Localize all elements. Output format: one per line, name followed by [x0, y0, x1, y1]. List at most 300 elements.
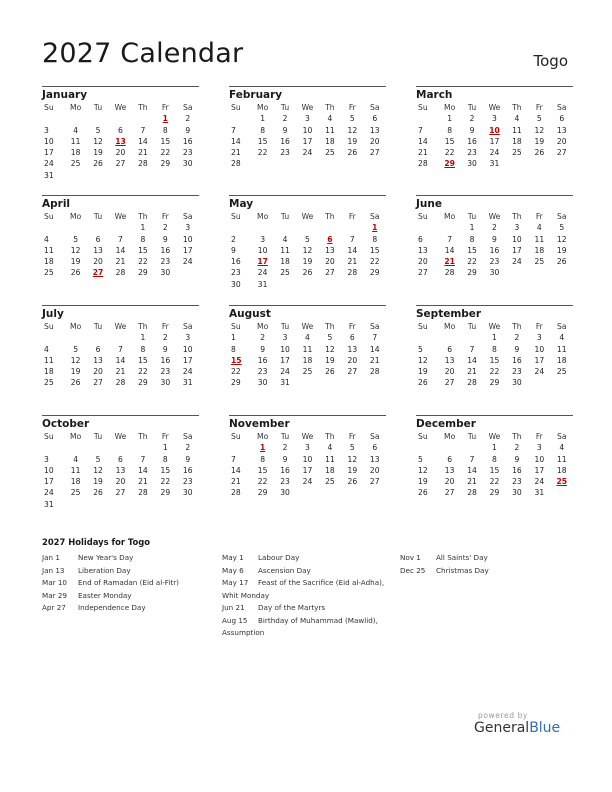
day: 25 [325, 148, 335, 158]
holiday-date: Aug 15 [222, 615, 248, 625]
day: 29 [489, 488, 500, 498]
empty-day [132, 170, 154, 181]
day: 7 [231, 125, 236, 135]
day: 28 [138, 159, 148, 169]
week-row [229, 476, 386, 487]
empty-day [438, 222, 460, 233]
week-row [416, 465, 573, 476]
holiday-item [222, 615, 384, 628]
day: 29 [138, 378, 148, 388]
empty-day [251, 158, 273, 169]
day: 4 [559, 443, 565, 453]
day: 3 [44, 454, 49, 464]
month-may [229, 195, 386, 290]
day: 2 [282, 114, 288, 124]
day: 13 [93, 245, 103, 255]
holiday-day: 27 [92, 268, 104, 278]
empty-day [274, 158, 296, 169]
day: 14 [347, 245, 358, 255]
day: 25 [44, 378, 54, 388]
day: 21 [115, 257, 126, 267]
week-row [42, 147, 199, 158]
weekday-label: Tu [280, 432, 290, 441]
month-name: May [229, 198, 254, 210]
empty-day [154, 499, 176, 510]
weekday-label: Fr [535, 212, 543, 221]
week-row [229, 147, 386, 158]
holiday-day: 1 [162, 114, 168, 124]
day: 12 [302, 245, 313, 255]
empty-day [87, 222, 109, 233]
week-row [416, 332, 573, 343]
day: 11 [556, 454, 567, 464]
country-label: Togo [533, 52, 568, 70]
weekday-label: Mo [444, 212, 456, 221]
day: 13 [369, 454, 380, 464]
weekday-label: Mo [70, 322, 82, 331]
month-name: July [42, 308, 64, 320]
weekday-label: We [114, 103, 127, 112]
week-row [42, 476, 199, 487]
weekday-label: Sa [183, 212, 193, 221]
holidays-column-1 [42, 552, 179, 615]
day: 11 [280, 245, 290, 255]
day: 17 [302, 136, 313, 146]
powered-by-label: powered by [478, 711, 528, 720]
day: 18 [70, 477, 81, 487]
day: 6 [372, 114, 378, 124]
day: 11 [302, 344, 313, 354]
day: 31 [280, 378, 290, 388]
holiday-date: Mar 10 [42, 578, 67, 587]
holiday-day: 17 [257, 257, 268, 267]
day: 26 [347, 477, 358, 487]
month-name: November [229, 418, 290, 430]
weekday-label: Su [418, 432, 428, 441]
holiday-item [400, 552, 489, 565]
week-row [42, 234, 199, 245]
weekday-label: Su [418, 212, 428, 221]
day: 2 [185, 443, 191, 453]
day: 12 [556, 234, 567, 244]
weekday-header [229, 431, 386, 442]
day: 13 [444, 355, 455, 365]
day: 10 [534, 344, 545, 354]
day: 19 [302, 257, 313, 267]
day: 27 [115, 159, 126, 169]
day: 20 [418, 257, 428, 267]
day: 16 [231, 257, 241, 267]
day: 24 [512, 257, 522, 267]
empty-day [341, 279, 363, 290]
holiday-name: End of Ramadan (Eid al-Fitr) [78, 578, 179, 587]
day: 19 [347, 465, 358, 475]
day: 14 [467, 355, 477, 365]
day: 29 [138, 268, 148, 278]
empty-day [42, 222, 64, 233]
day: 8 [162, 125, 168, 135]
day: 5 [95, 454, 101, 464]
holiday-item [222, 577, 384, 590]
week-row [416, 113, 573, 124]
holiday-item [42, 565, 179, 578]
empty-day [177, 499, 199, 510]
week-row [42, 442, 199, 453]
holiday-name: All Saints' Day [436, 553, 488, 562]
day: 2 [282, 443, 288, 453]
week-row [229, 222, 386, 233]
empty-day [506, 158, 528, 169]
empty-day [87, 442, 109, 453]
day: 31 [534, 488, 545, 498]
day: 1 [231, 333, 236, 343]
month-name: September [416, 308, 482, 320]
weekday-label: Fr [161, 212, 169, 221]
month-june [416, 195, 573, 279]
day: 22 [257, 477, 268, 487]
weekday-label: We [488, 322, 501, 331]
day: 5 [418, 344, 423, 354]
empty-day [251, 222, 273, 233]
holiday-day: 15 [231, 355, 242, 365]
holiday-date: May 1 [222, 553, 244, 562]
day: 13 [444, 465, 455, 475]
day: 27 [418, 268, 428, 278]
day: 1 [469, 223, 475, 233]
day: 3 [185, 223, 191, 233]
day: 15 [160, 136, 171, 146]
weekday-label: Th [512, 103, 522, 112]
day: 25 [44, 268, 54, 278]
holiday-day: 21 [444, 257, 455, 267]
holiday-date: Apr 27 [42, 603, 66, 612]
day: 7 [231, 454, 236, 464]
weekday-label: Mo [257, 432, 269, 441]
day: 9 [282, 454, 288, 464]
day: 4 [44, 234, 49, 244]
empty-day [109, 113, 131, 124]
week-row [416, 136, 573, 147]
day: 28 [138, 488, 148, 498]
weekday-label: Sa [370, 212, 380, 221]
empty-day [551, 267, 573, 278]
day: 21 [231, 477, 241, 487]
day: 17 [302, 465, 313, 475]
day: 21 [467, 477, 477, 487]
day: 22 [467, 257, 477, 267]
day: 2 [162, 223, 168, 233]
day: 3 [44, 125, 49, 135]
day: 6 [447, 344, 453, 354]
day: 22 [489, 367, 500, 377]
weekday-label: We [301, 432, 314, 441]
day: 14 [444, 245, 455, 255]
day: 18 [512, 136, 522, 146]
day: 10 [280, 344, 290, 354]
empty-day [109, 499, 131, 510]
day: 14 [115, 355, 126, 365]
holiday-name: Day of the Martyrs [258, 603, 326, 612]
day: 22 [231, 367, 241, 377]
holiday-name: New Year's Day [78, 553, 134, 562]
day: 2 [162, 333, 168, 343]
week-row [229, 332, 386, 343]
weekday-label: Su [231, 322, 241, 331]
day: 31 [44, 499, 54, 509]
day: 9 [162, 344, 168, 354]
day: 4 [44, 344, 49, 354]
day: 19 [418, 367, 428, 377]
weekday-label: Sa [370, 322, 380, 331]
holiday-name: Feast of the Sacrifice (Eid al-Adha), [258, 578, 385, 587]
holiday-item [222, 602, 384, 615]
month-october [42, 415, 199, 510]
day: 7 [140, 125, 146, 135]
empty-day [154, 170, 176, 181]
empty-day [42, 442, 64, 453]
weekday-label: Sa [557, 322, 567, 331]
day: 10 [534, 454, 545, 464]
holiday-name: Easter Monday [78, 590, 132, 600]
holiday-name: Ascension Day [258, 565, 311, 575]
holiday-item [42, 552, 179, 565]
day: 12 [325, 344, 335, 354]
weekday-label: We [301, 322, 314, 331]
weekday-label: We [488, 432, 501, 441]
day: 24 [489, 148, 500, 158]
empty-day [87, 332, 109, 343]
day: 20 [369, 136, 380, 146]
month-name: October [42, 418, 90, 430]
day: 23 [182, 477, 193, 487]
holiday-date: Jan 1 [42, 553, 60, 562]
holiday-date: Dec 25 [400, 565, 426, 575]
month-name: February [229, 89, 283, 101]
day: 11 [534, 234, 545, 244]
week-row [229, 454, 386, 465]
empty-day [132, 499, 154, 510]
day: 20 [347, 355, 358, 365]
brand-general: General [474, 720, 530, 736]
month-july [42, 305, 199, 389]
empty-day [229, 442, 251, 453]
day: 7 [118, 234, 123, 244]
holiday-item [222, 627, 384, 640]
day: 23 [489, 257, 500, 267]
weekday-label: Th [325, 103, 335, 112]
brand-logo[interactable] [474, 720, 560, 736]
empty-day [364, 279, 386, 290]
weekday-label: Sa [370, 103, 380, 112]
empty-day [296, 279, 318, 290]
day: 24 [182, 257, 193, 267]
weekday-label: Sa [370, 432, 380, 441]
day: 13 [325, 245, 335, 255]
day: 3 [260, 234, 266, 244]
weekday-header [229, 211, 386, 222]
week-row [416, 234, 573, 245]
weekday-header [42, 431, 199, 442]
day: 16 [489, 245, 500, 255]
day: 28 [467, 378, 477, 388]
day: 22 [369, 257, 380, 267]
day: 18 [325, 465, 335, 475]
day: 3 [514, 223, 520, 233]
weekday-label: Fr [535, 103, 543, 112]
day: 19 [534, 136, 545, 146]
weekday-label: Sa [557, 212, 567, 221]
week-row [229, 267, 386, 278]
week-row [229, 344, 386, 355]
day: 23 [512, 367, 522, 377]
weekday-label: Su [418, 322, 428, 331]
day: 29 [467, 268, 477, 278]
day: 23 [160, 367, 171, 377]
holiday-name: Independence Day [78, 603, 146, 612]
empty-day [341, 377, 363, 388]
empty-day [177, 170, 199, 181]
day: 2 [260, 333, 266, 343]
day: 11 [70, 465, 81, 475]
weekday-label: Sa [183, 103, 193, 112]
day: 25 [280, 268, 290, 278]
empty-day [109, 332, 131, 343]
day: 24 [302, 148, 313, 158]
day: 4 [305, 333, 310, 343]
day: 5 [349, 443, 355, 453]
month-november [229, 415, 386, 499]
empty-day [438, 442, 460, 453]
holiday-name: Labour Day [258, 553, 300, 562]
day: 31 [182, 378, 193, 388]
day: 29 [257, 488, 268, 498]
empty-day [109, 442, 131, 453]
empty-day [296, 377, 318, 388]
day: 19 [93, 477, 103, 487]
day: 4 [282, 234, 288, 244]
empty-day [229, 222, 251, 233]
day: 17 [182, 355, 193, 365]
day: 7 [469, 344, 475, 354]
weekday-label: Tu [467, 322, 477, 331]
holiday-name: Christmas Day [436, 565, 489, 575]
week-row [42, 465, 199, 476]
day: 7 [118, 344, 123, 354]
month-name: June [416, 198, 442, 210]
week-row [42, 245, 199, 256]
week-row [42, 377, 199, 388]
day: 27 [444, 378, 455, 388]
day: 23 [160, 257, 171, 267]
empty-day [341, 222, 363, 233]
weekday-label: Tu [93, 212, 103, 221]
empty-day [177, 267, 199, 278]
day: 26 [93, 488, 103, 498]
weekday-label: Mo [257, 212, 269, 221]
day: 15 [138, 355, 148, 365]
weekday-label: Tu [93, 432, 103, 441]
holiday-name: Liberation Day [78, 565, 131, 575]
day: 18 [325, 136, 335, 146]
day: 20 [444, 367, 455, 377]
month-april [42, 195, 199, 279]
empty-day [64, 113, 86, 124]
week-row [42, 366, 199, 377]
day: 21 [369, 355, 380, 365]
day: 22 [489, 477, 500, 487]
day: 9 [162, 234, 168, 244]
week-row [416, 256, 573, 267]
day: 18 [44, 367, 54, 377]
day: 1 [447, 114, 453, 124]
day: 11 [512, 125, 522, 135]
day: 27 [556, 148, 567, 158]
empty-day [551, 158, 573, 169]
day: 30 [512, 378, 522, 388]
week-row [229, 136, 386, 147]
day: 8 [469, 234, 475, 244]
day: 18 [44, 257, 54, 267]
holiday-day: 13 [115, 136, 126, 146]
day: 25 [70, 159, 81, 169]
day: 17 [280, 355, 290, 365]
day: 30 [160, 268, 171, 278]
day: 13 [93, 355, 103, 365]
day: 12 [93, 465, 103, 475]
day: 13 [369, 125, 380, 135]
day: 14 [138, 465, 148, 475]
week-row [416, 487, 573, 498]
day: 6 [118, 125, 123, 135]
weekday-label: Mo [70, 432, 82, 441]
weekday-label: Tu [93, 103, 103, 112]
empty-day [296, 487, 318, 498]
day: 8 [231, 344, 236, 354]
weekday-label: Mo [70, 103, 82, 112]
day: 4 [73, 454, 79, 464]
empty-day [461, 332, 483, 343]
day: 13 [556, 125, 567, 135]
holidays-title: 2027 Holidays for Togo [42, 537, 151, 547]
day: 23 [182, 148, 193, 158]
holiday-day: 1 [372, 223, 378, 233]
day: 28 [418, 159, 428, 169]
day: 10 [182, 234, 193, 244]
empty-day [364, 158, 386, 169]
day: 22 [257, 148, 268, 158]
day: 10 [182, 344, 193, 354]
week-row [42, 136, 199, 147]
day: 21 [467, 367, 477, 377]
day: 28 [347, 268, 358, 278]
day: 20 [93, 367, 103, 377]
day: 21 [347, 257, 358, 267]
week-row [42, 158, 199, 169]
empty-day [438, 332, 460, 343]
day: 8 [162, 454, 168, 464]
weekday-label: Su [231, 432, 241, 441]
day: 30 [182, 159, 193, 169]
empty-day [319, 377, 341, 388]
day: 28 [369, 367, 380, 377]
day: 16 [182, 136, 193, 146]
day: 14 [231, 465, 241, 475]
day: 1 [140, 223, 146, 233]
day: 16 [160, 245, 171, 255]
empty-day [319, 158, 341, 169]
day: 8 [372, 234, 378, 244]
weekday-label: Mo [444, 432, 456, 441]
